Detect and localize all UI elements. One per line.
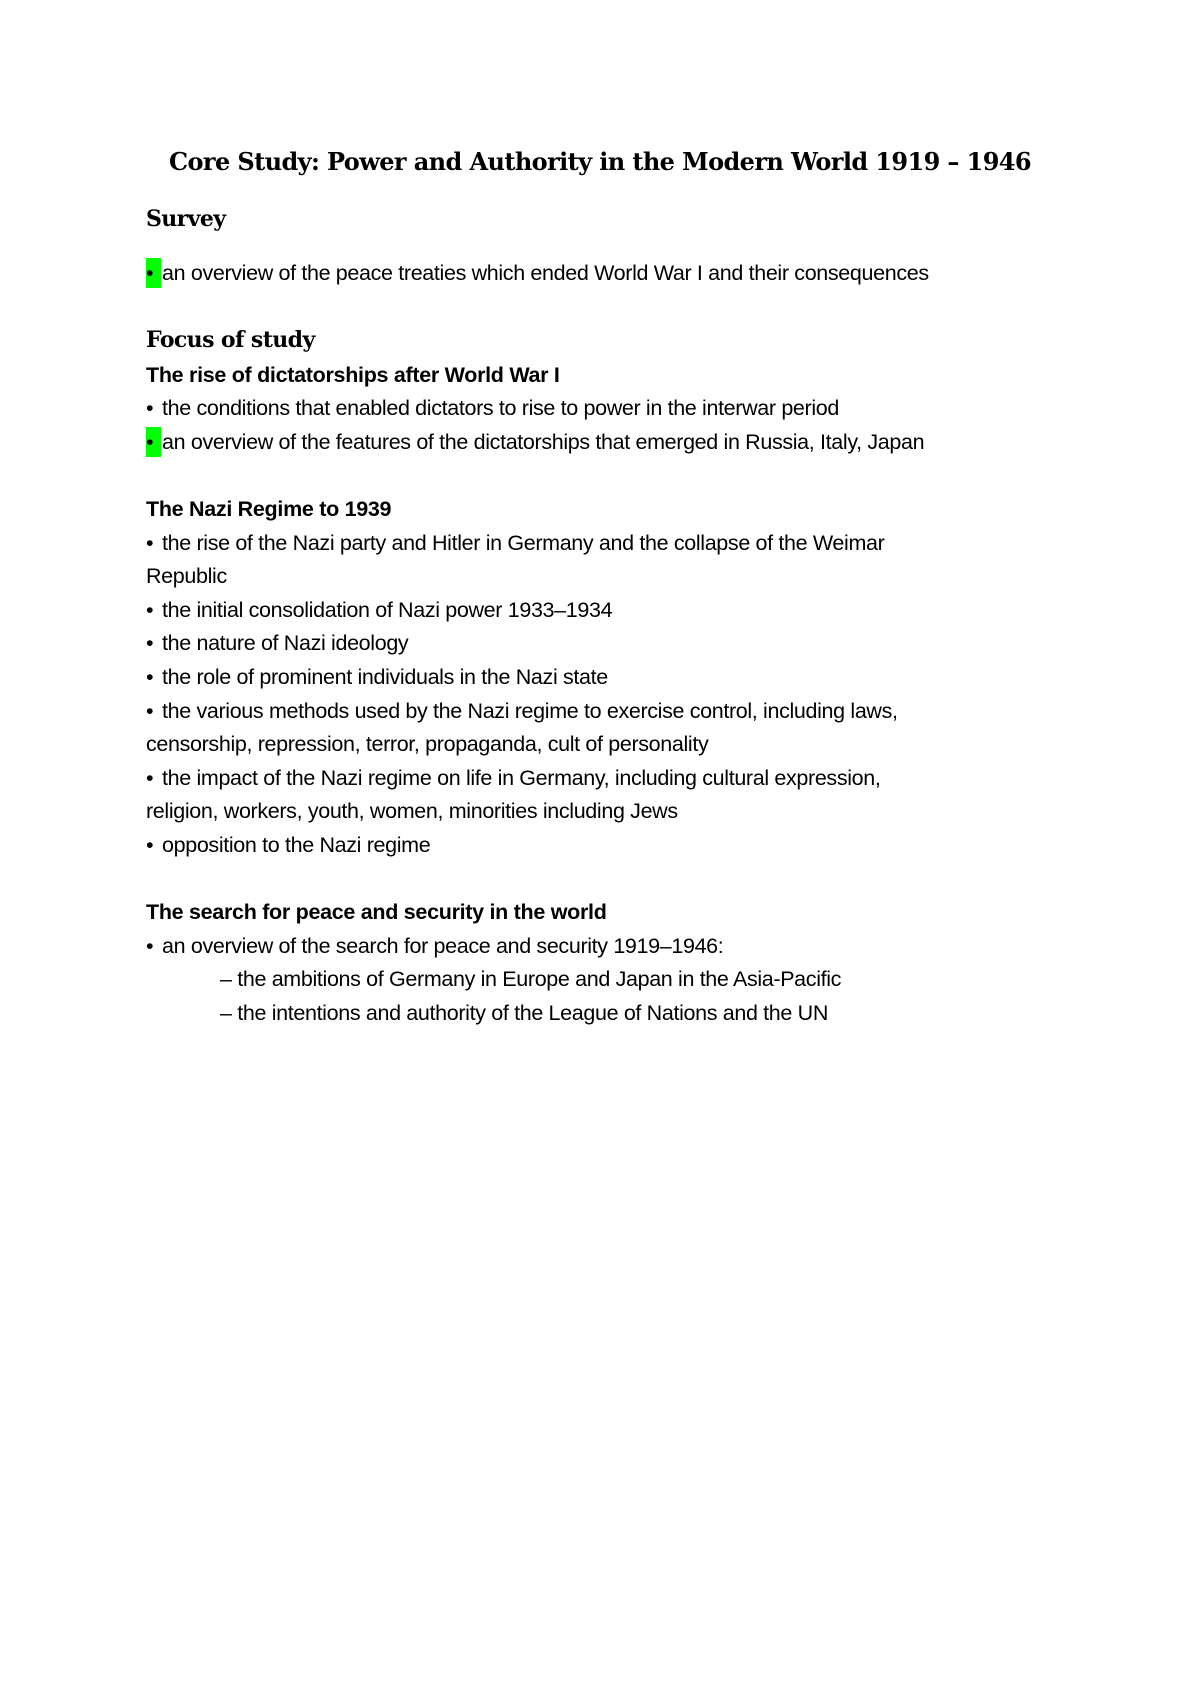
survey-heading: Survey [146,206,226,232]
bullet: • [146,665,154,689]
dictatorships-heading: The rise of dictatorships after World War I [146,363,560,387]
nazi-item [146,830,430,860]
peace-subitem: – the ambitions of Germany in Europe and Japan in the Asia-Pacific [220,967,842,991]
nazi-heading: The Nazi Regime to 1939 [146,497,392,521]
bullet: • [146,766,154,790]
nazi-item-text: the role of prominent individuals in the Nazi state [162,665,608,689]
peace-subitem: – the intentions and authority of the League of Nations and the UN [220,1001,829,1025]
highlighted-bullet: • [146,427,161,457]
document-title: Core Study: Power and Authority in the Modern World 1919 – 1946 [169,147,1031,176]
dictatorships-item [146,393,839,423]
bullet: • [146,598,154,622]
peace-item [146,931,723,961]
nazi-item-continuation: religion, workers, youth, women, minorities including Jews [146,799,678,823]
bullet: • [146,631,154,655]
nazi-item [146,628,408,658]
bullet: • [146,833,154,857]
bullet: • [146,396,154,420]
nazi-item-text: the initial consolidation of Nazi power 1933–1934 [162,598,613,622]
peace-item-text: an overview of the search for peace and security 1919–1946: [162,934,724,958]
nazi-item-text: the various methods used by the Nazi regime to exercise control, including laws, [162,699,898,723]
survey-item [146,258,929,288]
nazi-item-text: the nature of Nazi ideology [162,631,409,655]
nazi-item [146,528,884,558]
bullet: • [146,934,154,958]
nazi-item [146,595,612,625]
dictatorships-item-text: an overview of the features of the dictatorships that emerged in Russia, Italy, Japan [162,430,925,454]
dictatorships-item [146,427,924,457]
nazi-item-text: the rise of the Nazi party and Hitler in Germany and the collapse of the Weimar [162,531,885,555]
nazi-item-text: the impact of the Nazi regime on life in Germany, including cultural expression, [162,766,881,790]
survey-item-text: an overview of the peace treaties which ended World War I and their consequences [162,261,929,285]
dictatorships-item-text: the conditions that enabled dictators to rise to power in the interwar period [162,396,839,420]
nazi-item [146,662,608,692]
bullet: • [146,531,154,555]
highlighted-bullet: • [146,258,161,288]
nazi-item-continuation: Republic [146,564,227,588]
bullet: • [146,699,154,723]
nazi-item-continuation: censorship, repression, terror, propaganda, cult of personality [146,732,709,756]
nazi-item [146,763,881,793]
focus-heading: Focus of study [146,327,315,353]
nazi-item [146,696,898,726]
peace-heading: The search for peace and security in the world [146,900,607,924]
nazi-item-text: opposition to the Nazi regime [162,833,431,857]
